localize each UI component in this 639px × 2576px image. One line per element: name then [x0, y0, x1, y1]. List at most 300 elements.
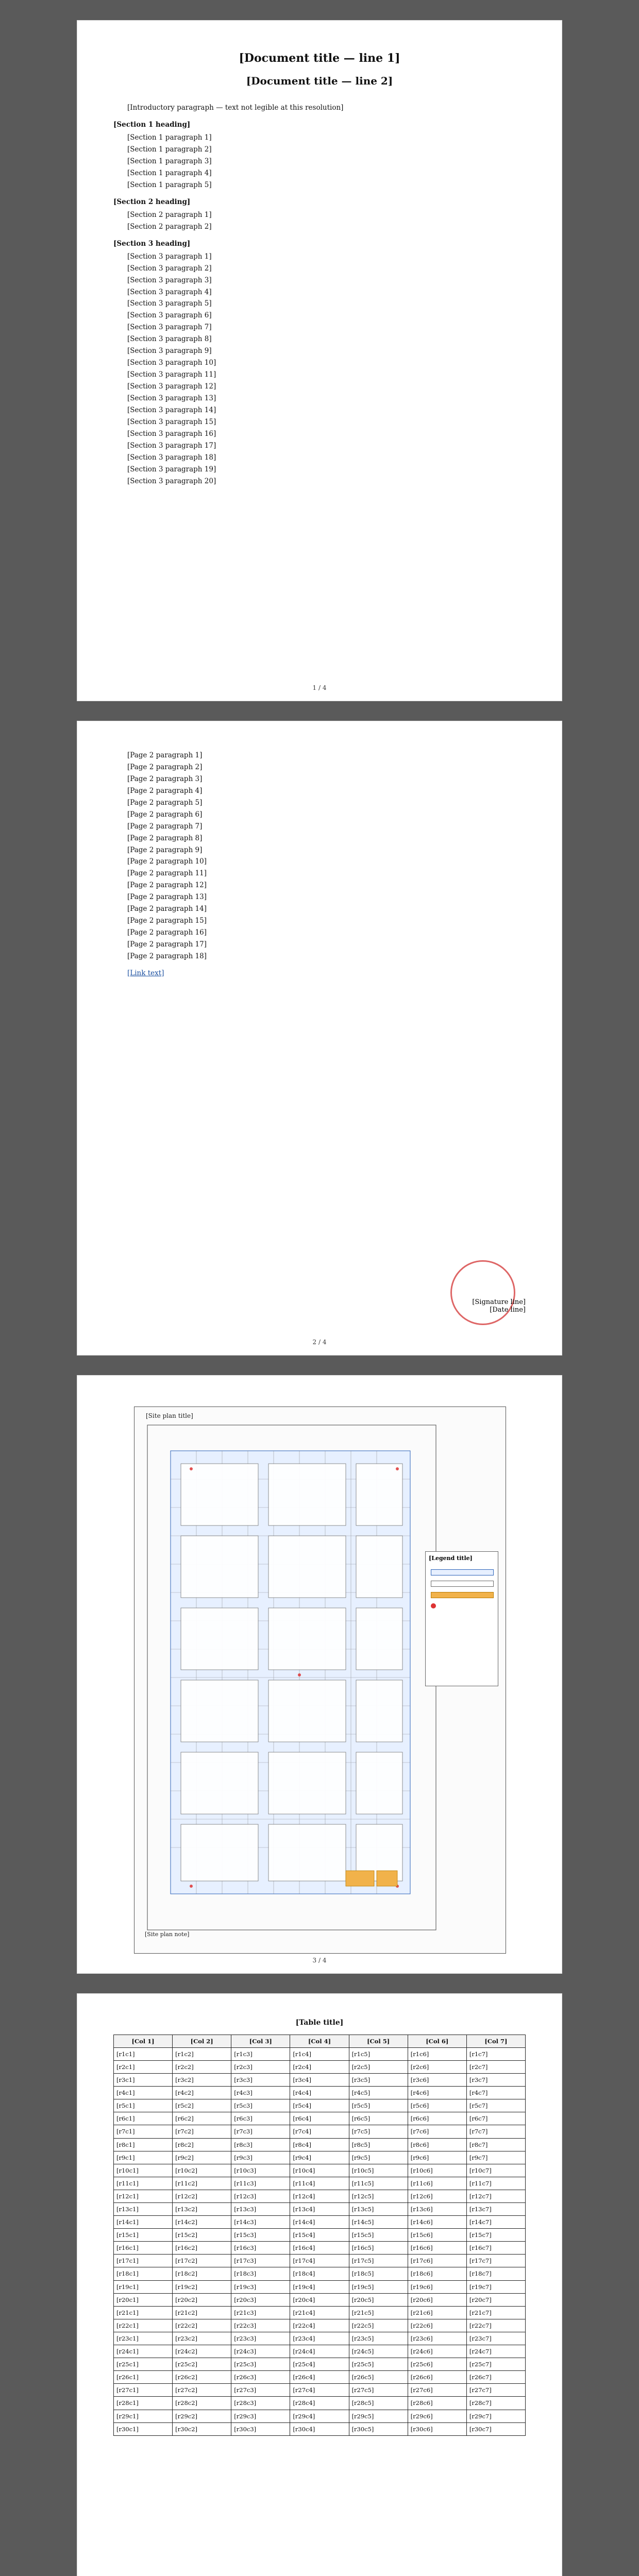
section-3-para: [Section 3 paragraph 19] [127, 465, 216, 473]
table-cell: [r6c4] [290, 2112, 349, 2125]
table-cell: [r3c4] [290, 2074, 349, 2087]
table-cell: [r25c5] [349, 2358, 408, 2371]
table-cell: [r12c4] [290, 2190, 349, 2202]
section-3-para: [Section 3 paragraph 14] [127, 405, 216, 414]
table-cell: [r12c7] [466, 2190, 525, 2202]
table-row [114, 2203, 526, 2216]
table-cell: [r18c5] [349, 2267, 408, 2280]
table-cell: [r30c6] [408, 2422, 466, 2435]
table-cell: [r13c3] [231, 2203, 290, 2216]
table-cell: [r15c3] [231, 2229, 290, 2242]
table-cell: [r9c4] [290, 2151, 349, 2164]
table-row [114, 2190, 526, 2202]
table-cell: [r12c2] [173, 2190, 231, 2202]
table-cell: [r11c4] [290, 2177, 349, 2190]
table-cell: [r19c5] [349, 2280, 408, 2293]
table-cell: [r6c1] [114, 2112, 173, 2125]
table-header-cell: [Col 2] [173, 2035, 231, 2047]
table-cell: [r28c7] [466, 2397, 525, 2410]
section-2-para: [Section 2 paragraph 1] [127, 210, 212, 219]
table-cell: [r28c4] [290, 2397, 349, 2410]
section-3-para: [Section 3 paragraph 1] [127, 252, 212, 261]
table-cell: [r20c4] [290, 2293, 349, 2306]
table-row [114, 2267, 526, 2280]
table-cell: [r1c7] [466, 2047, 525, 2060]
table-cell: [r17c3] [231, 2255, 290, 2267]
table-cell: [r19c7] [466, 2280, 525, 2293]
table-cell: [r27c4] [290, 2384, 349, 2397]
section-3-para: [Section 3 paragraph 4] [127, 287, 212, 296]
page-2 [77, 721, 562, 1355]
table-cell: [r21c3] [231, 2306, 290, 2319]
table-cell: [r19c4] [290, 2280, 349, 2293]
table-cell: [r26c3] [231, 2371, 290, 2384]
table-cell: [r21c5] [349, 2306, 408, 2319]
table-cell: [r21c6] [408, 2306, 466, 2319]
table-cell: [r10c4] [290, 2164, 349, 2177]
table-cell: [r3c7] [466, 2074, 525, 2087]
section-1-title: [Section 1 heading] [113, 121, 191, 129]
table-cell: [r18c6] [408, 2267, 466, 2280]
table-cell: [r22c2] [173, 2319, 231, 2332]
table-cell: [r5c2] [173, 2099, 231, 2112]
section-3-para: [Section 3 paragraph 10] [127, 359, 216, 367]
legend-title: [Legend title] [429, 1555, 473, 1562]
table-cell: [r7c2] [173, 2125, 231, 2138]
page-2-para: [Page 2 paragraph 9] [127, 845, 203, 854]
table-cell: [r7c7] [466, 2125, 525, 2138]
table-cell: [r16c7] [466, 2242, 525, 2255]
table-cell: [r22c6] [408, 2319, 466, 2332]
table-cell: [r5c5] [349, 2099, 408, 2112]
table-cell: [r7c4] [290, 2125, 349, 2138]
table-cell: [r27c5] [349, 2384, 408, 2397]
table-cell: [r11c3] [231, 2177, 290, 2190]
table-cell: [r14c5] [349, 2216, 408, 2229]
table-row [114, 2242, 526, 2255]
page-2-para: [Page 2 paragraph 12] [127, 881, 207, 890]
table-cell: [r25c3] [231, 2358, 290, 2371]
table-cell: [r28c2] [173, 2397, 231, 2410]
signature-date: [Date line] [490, 1306, 526, 1314]
table-cell: [r8c6] [408, 2138, 466, 2151]
table-cell: [r24c4] [290, 2345, 349, 2358]
table-cell: [r22c7] [466, 2319, 525, 2332]
table-cell: [r11c1] [114, 2177, 173, 2190]
table-cell: [r29c3] [231, 2410, 290, 2422]
table-cell: [r8c1] [114, 2138, 173, 2151]
table-cell: [r16c5] [349, 2242, 408, 2255]
site-plan-legend [425, 1551, 498, 1686]
table-cell: [r2c2] [173, 2060, 231, 2073]
page-2-para: [Page 2 paragraph 14] [127, 905, 207, 913]
legend-swatch-area [431, 1569, 494, 1575]
table-header-cell: [Col 6] [408, 2035, 466, 2047]
table-cell: [r10c6] [408, 2164, 466, 2177]
page-number: 2 / 4 [312, 1338, 327, 1346]
table-row [114, 2306, 526, 2319]
table-cell: [r8c5] [349, 2138, 408, 2151]
table-cell: [r26c2] [173, 2371, 231, 2384]
table-cell: [r4c2] [173, 2087, 231, 2099]
table-cell: [r3c5] [349, 2074, 408, 2087]
table-cell: [r23c5] [349, 2332, 408, 2345]
signature-line: [Signature line] [472, 1298, 526, 1306]
site-plan-orange-buildings [346, 1871, 397, 1886]
legend-swatch-building [431, 1592, 494, 1598]
table-cell: [r30c3] [231, 2422, 290, 2435]
table-cell: [r3c1] [114, 2074, 173, 2087]
table-cell: [r5c6] [408, 2099, 466, 2112]
page-2-para: [Page 2 paragraph 17] [127, 940, 207, 948]
table-cell: [r19c3] [231, 2280, 290, 2293]
table-cell: [r1c6] [408, 2047, 466, 2060]
page-2-para: [Page 2 paragraph 13] [127, 893, 207, 902]
table-cell: [r21c7] [466, 2306, 525, 2319]
table-cell: [r14c7] [466, 2216, 525, 2229]
section-3-para: [Section 3 paragraph 3] [127, 276, 212, 284]
table-cell: [r11c2] [173, 2177, 231, 2190]
page-3 [77, 1376, 562, 1973]
section-3-para: [Section 3 paragraph 11] [127, 370, 216, 379]
table-cell: [r14c4] [290, 2216, 349, 2229]
table-cell: [r30c4] [290, 2422, 349, 2435]
section-3-para: [Section 3 paragraph 12] [127, 382, 216, 391]
table-cell: [r29c1] [114, 2410, 173, 2422]
table-row [114, 2164, 526, 2177]
table-cell: [r18c2] [173, 2267, 231, 2280]
table-cell: [r24c5] [349, 2345, 408, 2358]
table-cell: [r20c7] [466, 2293, 525, 2306]
page-number: 1 / 4 [312, 684, 327, 691]
table-row [114, 2151, 526, 2164]
page-number: 3 / 4 [312, 1957, 327, 1964]
table-cell: [r8c4] [290, 2138, 349, 2151]
table-cell: [r16c4] [290, 2242, 349, 2255]
section-2-title: [Section 2 heading] [113, 197, 191, 206]
page-2-para: [Page 2 paragraph 1] [127, 751, 203, 759]
table-cell: [r7c5] [349, 2125, 408, 2138]
table-cell: [r28c6] [408, 2397, 466, 2410]
table-cell: [r14c3] [231, 2216, 290, 2229]
table-cell: [r16c3] [231, 2242, 290, 2255]
table-row [114, 2125, 526, 2138]
table-cell: [r13c4] [290, 2203, 349, 2216]
page-2-para: [Page 2 paragraph 2] [127, 762, 203, 771]
table-cell: [r15c5] [349, 2229, 408, 2242]
table-row [114, 2047, 526, 2060]
page-2-para: [Page 2 paragraph 4] [127, 786, 203, 795]
table-cell: [r1c5] [349, 2047, 408, 2060]
page-2-para: [Page 2 paragraph 18] [127, 952, 207, 960]
table-cell: [r14c1] [114, 2216, 173, 2229]
page-2-para: [Page 2 paragraph 6] [127, 810, 203, 819]
table-row [114, 2138, 526, 2151]
table-header-cell: [Col 4] [290, 2035, 349, 2047]
page-2-para: [Page 2 paragraph 15] [127, 917, 207, 925]
section-3-para: [Section 3 paragraph 17] [127, 441, 216, 450]
table-row [114, 2422, 526, 2435]
table-row [114, 2293, 526, 2306]
table-cell: [r29c4] [290, 2410, 349, 2422]
table-row [114, 2319, 526, 2332]
section-3-para: [Section 3 paragraph 16] [127, 429, 216, 438]
table-cell: [r23c6] [408, 2332, 466, 2345]
table-cell: [r2c1] [114, 2060, 173, 2073]
section-3-para: [Section 3 paragraph 15] [127, 417, 216, 426]
table-cell: [r6c5] [349, 2112, 408, 2125]
page-4 [77, 1994, 562, 2576]
table-cell: [r29c6] [408, 2410, 466, 2422]
table-cell: [r30c1] [114, 2422, 173, 2435]
table-cell: [r27c6] [408, 2384, 466, 2397]
table-cell: [r22c4] [290, 2319, 349, 2332]
table-cell: [r22c3] [231, 2319, 290, 2332]
table-cell: [r2c6] [408, 2060, 466, 2073]
table-cell: [r14c2] [173, 2216, 231, 2229]
table-row [114, 2397, 526, 2410]
table-cell: [r5c1] [114, 2099, 173, 2112]
table-cell: [r24c2] [173, 2345, 231, 2358]
table-cell: [r1c4] [290, 2047, 349, 2060]
table-cell: [r10c5] [349, 2164, 408, 2177]
table-row [114, 2371, 526, 2384]
table-cell: [r17c6] [408, 2255, 466, 2267]
section-3-para: [Section 3 paragraph 2] [127, 264, 212, 273]
table-row [114, 2060, 526, 2073]
table-cell: [r10c7] [466, 2164, 525, 2177]
table-cell: [r10c3] [231, 2164, 290, 2177]
table-cell: [r1c3] [231, 2047, 290, 2060]
table-cell: [r16c6] [408, 2242, 466, 2255]
table-cell: [r8c3] [231, 2138, 290, 2151]
table-cell: [r4c7] [466, 2087, 525, 2099]
table-cell: [r23c2] [173, 2332, 231, 2345]
section-3-para: [Section 3 paragraph 8] [127, 335, 212, 344]
table-cell: [r7c1] [114, 2125, 173, 2138]
table-cell: [r2c7] [466, 2060, 525, 2073]
table-cell: [r6c2] [173, 2112, 231, 2125]
table-row [114, 2074, 526, 2087]
table-row [114, 2177, 526, 2190]
table-row [114, 2384, 526, 2397]
table-cell: [r20c2] [173, 2293, 231, 2306]
table-row [114, 2358, 526, 2371]
table-cell: [r4c5] [349, 2087, 408, 2099]
table-cell: [r17c2] [173, 2255, 231, 2267]
table-cell: [r20c1] [114, 2293, 173, 2306]
site-plan-note: [Site plan note] [145, 1931, 190, 1938]
section-3-para: [Section 3 paragraph 6] [127, 311, 212, 320]
table-cell: [r9c3] [231, 2151, 290, 2164]
table-cell: [r13c1] [114, 2203, 173, 2216]
measures-table [113, 2035, 526, 2436]
table-cell: [r26c1] [114, 2371, 173, 2384]
table-cell: [r17c1] [114, 2255, 173, 2267]
table-cell: [r1c2] [173, 2047, 231, 2060]
table-cell: [r17c4] [290, 2255, 349, 2267]
table-cell: [r4c6] [408, 2087, 466, 2099]
table-cell: [r29c2] [173, 2410, 231, 2422]
table-row [114, 2345, 526, 2358]
intro-paragraph: [Introductory paragraph — text not legible at this resolution] [127, 104, 344, 112]
table-cell: [r5c3] [231, 2099, 290, 2112]
table-cell: [r5c7] [466, 2099, 525, 2112]
table-cell: [r6c3] [231, 2112, 290, 2125]
doc-subtitle: [Document title — line 2] [246, 75, 393, 88]
table-cell: [r9c7] [466, 2151, 525, 2164]
table-cell: [r26c5] [349, 2371, 408, 2384]
table-cell: [r18c4] [290, 2267, 349, 2280]
table-cell: [r3c3] [231, 2074, 290, 2087]
table-cell: [r13c5] [349, 2203, 408, 2216]
table-cell: [r19c2] [173, 2280, 231, 2293]
table-cell: [r8c2] [173, 2138, 231, 2151]
document-link[interactable]: [Link text] [127, 969, 164, 977]
table-cell: [r15c1] [114, 2229, 173, 2242]
table-cell: [r20c5] [349, 2293, 408, 2306]
table-cell: [r24c6] [408, 2345, 466, 2358]
table-cell: [r30c2] [173, 2422, 231, 2435]
table-cell: [r18c1] [114, 2267, 173, 2280]
table-row [114, 2332, 526, 2345]
section-3-para: [Section 3 paragraph 9] [127, 347, 212, 355]
table-cell: [r30c7] [466, 2422, 525, 2435]
page-2-para: [Page 2 paragraph 10] [127, 857, 207, 866]
table-row [114, 2229, 526, 2242]
table-cell: [r16c1] [114, 2242, 173, 2255]
section-3-title: [Section 3 heading] [113, 239, 191, 248]
table-cell: [r23c3] [231, 2332, 290, 2345]
table-cell: [r27c2] [173, 2384, 231, 2397]
table-cell: [r9c2] [173, 2151, 231, 2164]
table-cell: [r28c1] [114, 2397, 173, 2410]
site-plan-title: [Site plan title] [146, 1412, 193, 1419]
legend-swatch-block [431, 1581, 494, 1587]
table-cell: [r15c4] [290, 2229, 349, 2242]
table-cell: [r28c5] [349, 2397, 408, 2410]
table-cell: [r21c4] [290, 2306, 349, 2319]
table-row [114, 2112, 526, 2125]
table-cell: [r25c4] [290, 2358, 349, 2371]
table-cell: [r8c7] [466, 2138, 525, 2151]
page-2-para: [Page 2 paragraph 16] [127, 928, 207, 937]
table-cell: [r23c4] [290, 2332, 349, 2345]
legend-swatch-marker [431, 1603, 436, 1608]
table-cell: [r25c1] [114, 2358, 173, 2371]
table-cell: [r4c3] [231, 2087, 290, 2099]
table-cell: [r21c2] [173, 2306, 231, 2319]
table-cell: [r25c2] [173, 2358, 231, 2371]
table-cell: [r24c3] [231, 2345, 290, 2358]
table-cell: [r11c7] [466, 2177, 525, 2190]
table-cell: [r17c7] [466, 2255, 525, 2267]
table-header-row [114, 2035, 526, 2047]
section-2-para: [Section 2 paragraph 2] [127, 222, 212, 231]
table-cell: [r2c4] [290, 2060, 349, 2073]
page-1 [77, 21, 562, 701]
table-cell: [r11c6] [408, 2177, 466, 2190]
section-1-para: [Section 1 paragraph 4] [127, 169, 212, 178]
signature-block [472, 1298, 526, 1314]
section-3-para: [Section 3 paragraph 5] [127, 299, 212, 308]
table-cell: [r13c2] [173, 2203, 231, 2216]
table-cell: [r4c4] [290, 2087, 349, 2099]
table-cell: [r28c3] [231, 2397, 290, 2410]
table-cell: [r10c2] [173, 2164, 231, 2177]
page-2-para: [Page 2 paragraph 7] [127, 822, 203, 831]
table-cell: [r29c7] [466, 2410, 525, 2422]
table-row [114, 2099, 526, 2112]
table-cell: [r19c6] [408, 2280, 466, 2293]
table-cell: [r15c7] [466, 2229, 525, 2242]
table-cell: [r25c7] [466, 2358, 525, 2371]
table-row [114, 2087, 526, 2099]
table-cell: [r4c1] [114, 2087, 173, 2099]
table-cell: [r6c6] [408, 2112, 466, 2125]
table-cell: [r16c2] [173, 2242, 231, 2255]
section-3-para: [Section 3 paragraph 18] [127, 453, 216, 462]
table-cell: [r3c2] [173, 2074, 231, 2087]
page-2-para: [Page 2 paragraph 5] [127, 798, 203, 807]
table-cell: [r9c6] [408, 2151, 466, 2164]
table-cell: [r18c7] [466, 2267, 525, 2280]
section-1-para: [Section 1 paragraph 3] [127, 157, 212, 166]
section-3-para: [Section 3 paragraph 7] [127, 323, 212, 332]
section-1-para: [Section 1 paragraph 5] [127, 181, 212, 190]
table-cell: [r13c7] [466, 2203, 525, 2216]
table-cell: [r22c1] [114, 2319, 173, 2332]
page-2-para: [Page 2 paragraph 3] [127, 774, 203, 783]
table-header-cell: [Col 1] [114, 2035, 173, 2047]
table-cell: [r30c5] [349, 2422, 408, 2435]
table-cell: [r7c6] [408, 2125, 466, 2138]
table-cell: [r3c6] [408, 2074, 466, 2087]
table-cell: [r12c3] [231, 2190, 290, 2202]
table-cell: [r17c5] [349, 2255, 408, 2267]
page-2-para: [Page 2 paragraph 11] [127, 869, 207, 878]
table-cell: [r25c6] [408, 2358, 466, 2371]
table-cell: [r5c4] [290, 2099, 349, 2112]
table-cell: [r21c1] [114, 2306, 173, 2319]
table-cell: [r23c7] [466, 2332, 525, 2345]
table-cell: [r6c7] [466, 2112, 525, 2125]
table-row [114, 2410, 526, 2422]
table-cell: [r11c5] [349, 2177, 408, 2190]
table-cell: [r2c3] [231, 2060, 290, 2073]
table-title: [Table title] [295, 2019, 344, 2027]
table-row [114, 2255, 526, 2267]
table-cell: [r1c1] [114, 2047, 173, 2060]
table-cell: [r2c5] [349, 2060, 408, 2073]
table-header-cell: [Col 5] [349, 2035, 408, 2047]
table-cell: [r18c3] [231, 2267, 290, 2280]
table-cell: [r9c5] [349, 2151, 408, 2164]
table-cell: [r23c1] [114, 2332, 173, 2345]
table-cell: [r20c3] [231, 2293, 290, 2306]
table-cell: [r24c1] [114, 2345, 173, 2358]
table-cell: [r13c6] [408, 2203, 466, 2216]
table-cell: [r12c6] [408, 2190, 466, 2202]
table-cell: [r19c1] [114, 2280, 173, 2293]
site-plan [134, 1406, 506, 1954]
table-cell: [r29c5] [349, 2410, 408, 2422]
doc-title: [Document title — line 1] [239, 52, 400, 65]
page-2-para: [Page 2 paragraph 8] [127, 834, 203, 842]
table-cell: [r27c1] [114, 2384, 173, 2397]
table-cell: [r27c7] [466, 2384, 525, 2397]
table-cell: [r9c1] [114, 2151, 173, 2164]
